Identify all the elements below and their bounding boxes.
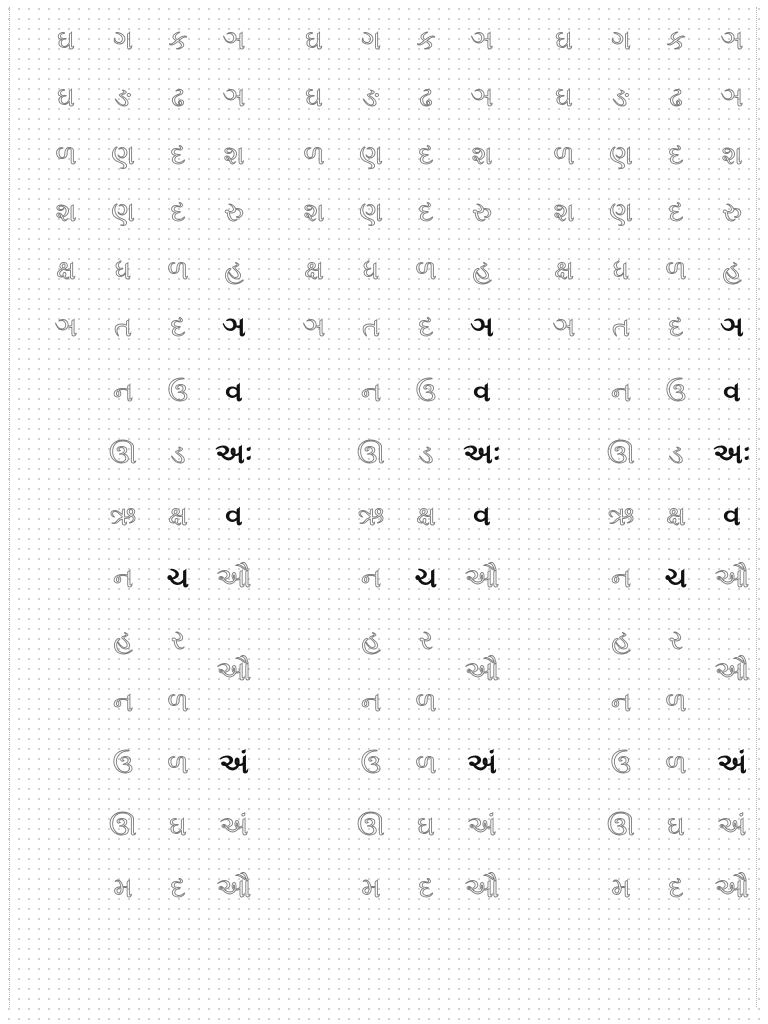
glyph-cell: ળ <box>55 139 77 171</box>
glyph-cell: અઃ <box>215 437 253 470</box>
glyph-cell: ઞ <box>222 310 246 343</box>
glyph-cell: ઉ <box>112 748 134 780</box>
glyph-cell: ણ <box>111 196 135 228</box>
glyph-cell: ન <box>610 686 632 718</box>
glyph-cell: ડ <box>418 438 434 470</box>
glyph-cell: ઔ <box>714 562 750 594</box>
glyph-cell: ળ <box>415 748 437 780</box>
glyph-cell: રુ <box>472 196 492 228</box>
glyph-cell: ઊ <box>607 810 635 842</box>
glyph-cell: ળ <box>665 254 687 286</box>
glyph-cell: ળ <box>167 686 189 718</box>
glyph-cell: ણ <box>359 139 383 171</box>
glyph-cell: ક <box>666 24 686 56</box>
glyph-cell: હ <box>722 254 742 286</box>
glyph-cell: ધ <box>114 254 132 286</box>
glyph-cell: વ <box>723 375 741 408</box>
glyph-cell: ળ <box>665 748 687 780</box>
glyph-cell: ર <box>171 624 185 656</box>
glyph-cell: વ <box>473 499 491 532</box>
glyph-cell: ઋ <box>109 500 137 532</box>
glyph-cell: ળ <box>415 686 437 718</box>
glyph-cell: વ <box>225 375 243 408</box>
glyph-cell: ઘ <box>555 81 573 113</box>
glyph-cell: ગ <box>113 24 133 56</box>
glyph-cell: શ <box>471 139 493 171</box>
glyph-cell: ઞ <box>222 81 246 113</box>
glyph-cell: ક્ષ <box>554 254 574 286</box>
glyph-cell: ઘ <box>57 24 75 56</box>
glyph-cell: ઢ <box>419 81 433 113</box>
glyph-cell: દ <box>418 139 434 171</box>
glyph-cell: ઔ <box>464 655 500 687</box>
glyph-cell: ક <box>168 24 188 56</box>
glyph-cell: ડ <box>668 438 684 470</box>
glyph-cell: ઞ <box>552 311 576 343</box>
glyph-cell: ઞ <box>222 24 246 56</box>
glyph-cell: અં <box>717 747 747 780</box>
glyph-cell: દ <box>668 139 684 171</box>
glyph-cell: ઊ <box>109 438 137 470</box>
glyph-cell: દ <box>418 311 434 343</box>
glyph-cell: શ <box>55 196 77 228</box>
glyph-cell: અં <box>219 747 249 780</box>
glyph-cell: હ <box>472 254 492 286</box>
glyph-cell: હ <box>224 254 244 286</box>
glyph-cell: ત <box>612 311 630 343</box>
glyph-cell: ઉ <box>610 748 632 780</box>
glyph-cell: ઙ <box>114 81 132 113</box>
glyph-cell: ધ <box>362 254 380 286</box>
glyph-cell: ઔ <box>216 872 252 904</box>
glyph-cell: ણ <box>609 139 633 171</box>
glyph-cell: ક્ષ <box>416 500 436 532</box>
glyph-cell: ઔ <box>714 655 750 687</box>
glyph-cell: ન <box>112 376 134 408</box>
glyph-cell: ણ <box>111 139 135 171</box>
glyph-cell: ઘ <box>169 810 187 842</box>
glyph-cell: ઞ <box>54 311 78 343</box>
glyph-cell: શ <box>553 196 575 228</box>
glyph-cell: શ <box>223 139 245 171</box>
glyph-cell: અં <box>467 810 497 842</box>
glyph-cell: વ <box>225 499 243 532</box>
glyph-cell: ઊ <box>357 438 385 470</box>
glyph-cell: ચ <box>414 561 438 594</box>
glyph-cell: ઘ <box>417 810 435 842</box>
glyph-cell: દ <box>170 196 186 228</box>
glyph-cell: ન <box>610 376 632 408</box>
glyph-cell: દ <box>170 311 186 343</box>
glyph-cell: અઃ <box>713 437 751 470</box>
glyph-cell: અં <box>219 810 249 842</box>
glyph-cell: ઞ <box>302 311 326 343</box>
glyph-cell: ગ <box>361 24 381 56</box>
glyph-cell: ઊ <box>607 438 635 470</box>
glyph-cell: દ <box>170 872 186 904</box>
glyph-cell: અઃ <box>463 437 501 470</box>
glyph-cell: ઉ <box>665 376 687 408</box>
glyph-cell: ણ <box>359 196 383 228</box>
glyph-cell: ઔ <box>464 872 500 904</box>
glyph-cell: ઔ <box>216 655 252 687</box>
glyph-cell: ક્ષ <box>168 500 188 532</box>
glyph-cell: શ <box>721 139 743 171</box>
glyph-cell: મ <box>611 872 631 904</box>
glyph-cell: ઘ <box>57 81 75 113</box>
glyph-cell: ક્ષ <box>304 254 324 286</box>
glyph-cell: ન <box>360 686 382 718</box>
glyph-cell: ઊ <box>357 810 385 842</box>
glyph-cell: ન <box>610 562 632 594</box>
glyph-cell: દ <box>418 196 434 228</box>
glyph-cell: મ <box>361 872 381 904</box>
glyph-cell: ઉ <box>167 376 189 408</box>
glyph-cell: ળ <box>167 748 189 780</box>
glyph-cell: ન <box>112 686 134 718</box>
glyph-cell: અં <box>717 810 747 842</box>
glyph-cell: દ <box>418 872 434 904</box>
glyph-cell: ર <box>419 624 433 656</box>
glyph-cell: ણ <box>609 196 633 228</box>
glyph-cell: ક્ષ <box>56 254 76 286</box>
glyph-cell: મ <box>113 872 133 904</box>
glyph-cell: ધ <box>612 254 630 286</box>
glyph-cell: હ <box>113 624 133 656</box>
glyph-cell: ઔ <box>216 562 252 594</box>
glyph-cell: શ <box>303 196 325 228</box>
glyph-cell: ઘ <box>667 810 685 842</box>
glyph-cell: ચ <box>166 561 190 594</box>
glyph-cell: ળ <box>303 139 325 171</box>
glyph-cell: ઞ <box>470 81 494 113</box>
glyph-cell: ળ <box>665 686 687 718</box>
glyph-cell: ળ <box>553 139 575 171</box>
glyph-cell: રુ <box>224 196 244 228</box>
glyph-cell: રુ <box>722 196 742 228</box>
glyph-cell: ઞ <box>470 310 494 343</box>
glyph-cell: ઙ <box>612 81 630 113</box>
glyph-cell: ઘ <box>305 81 323 113</box>
glyph-cell: હ <box>361 624 381 656</box>
glyph-cell: ત <box>114 311 132 343</box>
glyph-cell: દ <box>668 872 684 904</box>
glyph-cell: દ <box>668 196 684 228</box>
glyph-cell: ઞ <box>720 310 744 343</box>
glyph-cell: ઘ <box>305 24 323 56</box>
glyph-cell: દ <box>668 311 684 343</box>
glyph-cell: વ <box>723 499 741 532</box>
glyph-cell: ઋ <box>607 500 635 532</box>
glyph-cell: ઉ <box>360 748 382 780</box>
glyph-cell: ઔ <box>464 562 500 594</box>
glyph-cell: ઊ <box>109 810 137 842</box>
glyph-cell: ઙ <box>362 81 380 113</box>
glyph-cell: ઢ <box>171 81 185 113</box>
glyph-cell: વ <box>473 375 491 408</box>
glyph-cell: ઢ <box>669 81 683 113</box>
glyph-cell: ક <box>416 24 436 56</box>
glyph-cell: ત <box>362 311 380 343</box>
glyph-cell: ઋ <box>357 500 385 532</box>
glyph-cell: અં <box>467 747 497 780</box>
glyph-cell: ન <box>360 376 382 408</box>
glyph-cell: ન <box>360 562 382 594</box>
glyph-cell: દ <box>170 139 186 171</box>
glyph-cell: ઘ <box>555 24 573 56</box>
glyph-cell: ળ <box>167 254 189 286</box>
glyph-cell: ર <box>669 624 683 656</box>
glyph-cell: ક્ષ <box>666 500 686 532</box>
glyph-cell: ઉ <box>415 376 437 408</box>
glyph-cell: ઞ <box>720 81 744 113</box>
glyph-cell: ન <box>112 562 134 594</box>
glyph-cell: ઞ <box>720 24 744 56</box>
glyph-cell: ચ <box>664 561 688 594</box>
glyph-cell: હ <box>611 624 631 656</box>
glyph-cell: ગ <box>611 24 631 56</box>
glyph-cell: ળ <box>415 254 437 286</box>
glyph-cell: ઔ <box>714 872 750 904</box>
glyph-cell: ઞ <box>470 24 494 56</box>
glyph-cell: ડ <box>170 438 186 470</box>
